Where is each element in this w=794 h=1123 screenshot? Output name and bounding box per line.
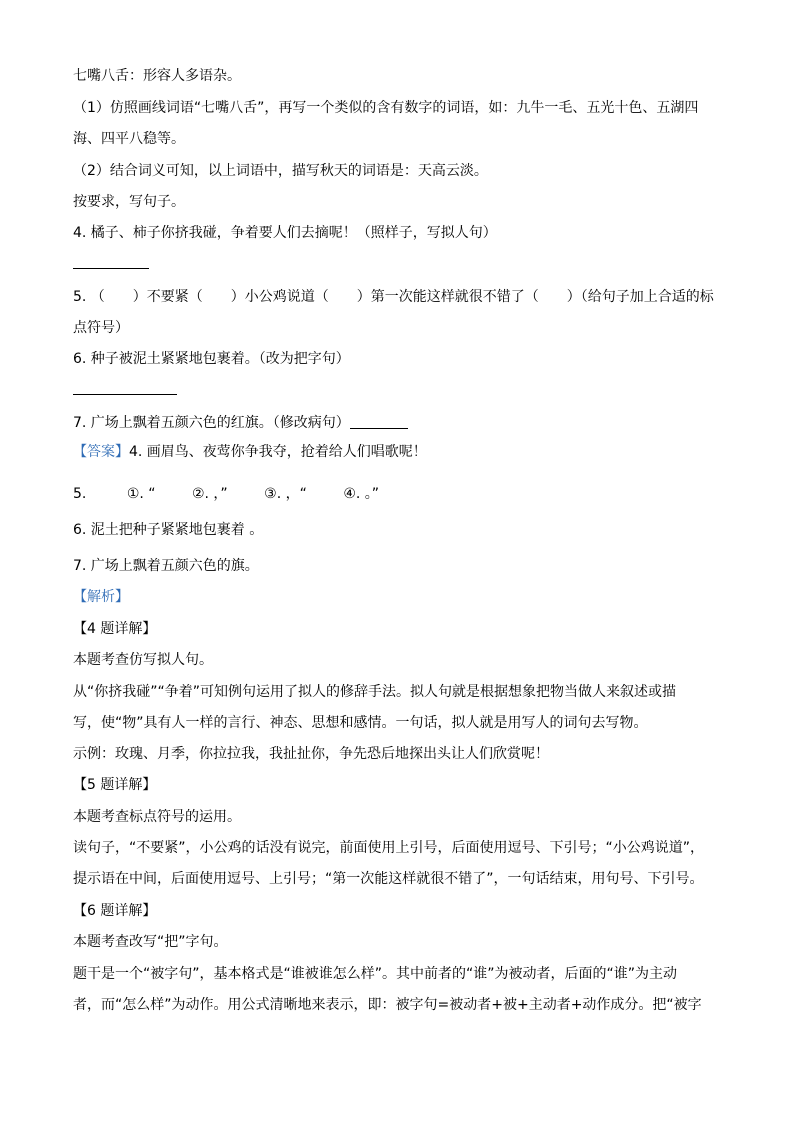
question-7 xyxy=(73,413,744,433)
text-line: 题干是一个“被字句”，基本格式是“谁被谁怎么样”。其中前者的“谁”为被动者，后面的“谁”为主动 xyxy=(73,966,678,982)
answer-5-option-3: ③. ，“ xyxy=(264,486,307,502)
text-line: 读句子，“不要紧”，小公鸡的话没有说完，前面使用上引号，后面使用逗号、下引号；“小公鸡说道”， xyxy=(73,840,705,856)
text-line: 本题考查改写“把”字句。 xyxy=(73,934,228,950)
answer-4: 4. 画眉鸟、夜莺你争我夺，抢着给人们唱歌呢！ xyxy=(129,444,427,460)
answer-line xyxy=(73,442,744,462)
answer-6: 6. 泥土把种子紧紧地包裹着 。 xyxy=(73,522,264,538)
text-line: 示例：玫瑰、月季，你拉拉我，我扯扯你，争先恐后地探出头让人们欣赏呢！ xyxy=(73,746,549,762)
analysis-tag: 【解析】 xyxy=(73,589,129,605)
answer-5-option-1: ①. “ xyxy=(126,486,156,502)
text-line: 提示语在中间，后面使用逗号、上引号；“第一次能这样就很不错了”，一句话结束，用句号、下引号。 xyxy=(73,871,704,887)
question-6: 6. 种子被泥土紧紧地包裹着。（改为把字句） xyxy=(73,351,350,367)
text-line: 七嘴八舌：形容人多语杂。 xyxy=(73,68,241,84)
text-line: 按要求，写句子。 xyxy=(73,194,185,210)
answer-5-option-4: ④. 。” xyxy=(343,486,380,502)
answer-5-number: 5. xyxy=(73,486,87,502)
answer-blank xyxy=(73,394,177,395)
section-heading: 【5 题详解】 xyxy=(73,777,157,793)
text-line: 本题考查仿写拟人句。 xyxy=(73,652,213,668)
text-line: 点符号） xyxy=(73,320,129,336)
text-line: 从“你挤我碰”“争着”可知例句运用了拟人的修辞手法。拟人句就是根据想象把物当做人来叙述或描 xyxy=(73,684,677,700)
text-line: （2）结合词义可知，以上词语中，描写秋天的词语是：天高云淡。 xyxy=(73,163,488,179)
question-7-text: 7. 广场上飘着五颜六色的红旗。（修改病句） xyxy=(73,415,350,431)
section-heading: 【4 题详解】 xyxy=(73,621,157,637)
text-line: 本题考查标点符号的运用。 xyxy=(73,809,241,825)
answer-blank xyxy=(350,414,408,429)
section-heading: 【6 题详解】 xyxy=(73,903,157,919)
question-4: 4. 橘子、柿子你挤我碰，争着要人们去摘呢！（照样子，写拟人句） xyxy=(73,225,497,241)
answer-5-option-2: ②. ，” xyxy=(191,486,228,502)
question-5: 5. （ ）不要紧（ ）小公鸡说道（ ）第一次能这样就很不错了（ ）（给句子加上合适的标 xyxy=(73,289,714,305)
answer-5 xyxy=(73,484,744,504)
text-line: 写，使“物”具有人一样的言行、神态、思想和感情。一句话，拟人就是用写人的词句去写物。 xyxy=(73,715,648,731)
answer-blank xyxy=(73,268,149,269)
text-line: 海、四平八稳等。 xyxy=(73,131,185,147)
text-line: 者，而“怎么样”为动作。用公式清晰地来表示，即：被字句=被动者+被+主动者+动作成分。把“被字 xyxy=(73,997,702,1013)
answer-tag: 【答案】 xyxy=(73,444,129,460)
answer-7: 7. 广场上飘着五颜六色的旗。 xyxy=(73,558,259,574)
text-line: （1）仿照画线词语“七嘴八舌”，再写一个类似的含有数字的词语，如：九牛一毛、五光十色、五湖四 xyxy=(73,100,699,116)
